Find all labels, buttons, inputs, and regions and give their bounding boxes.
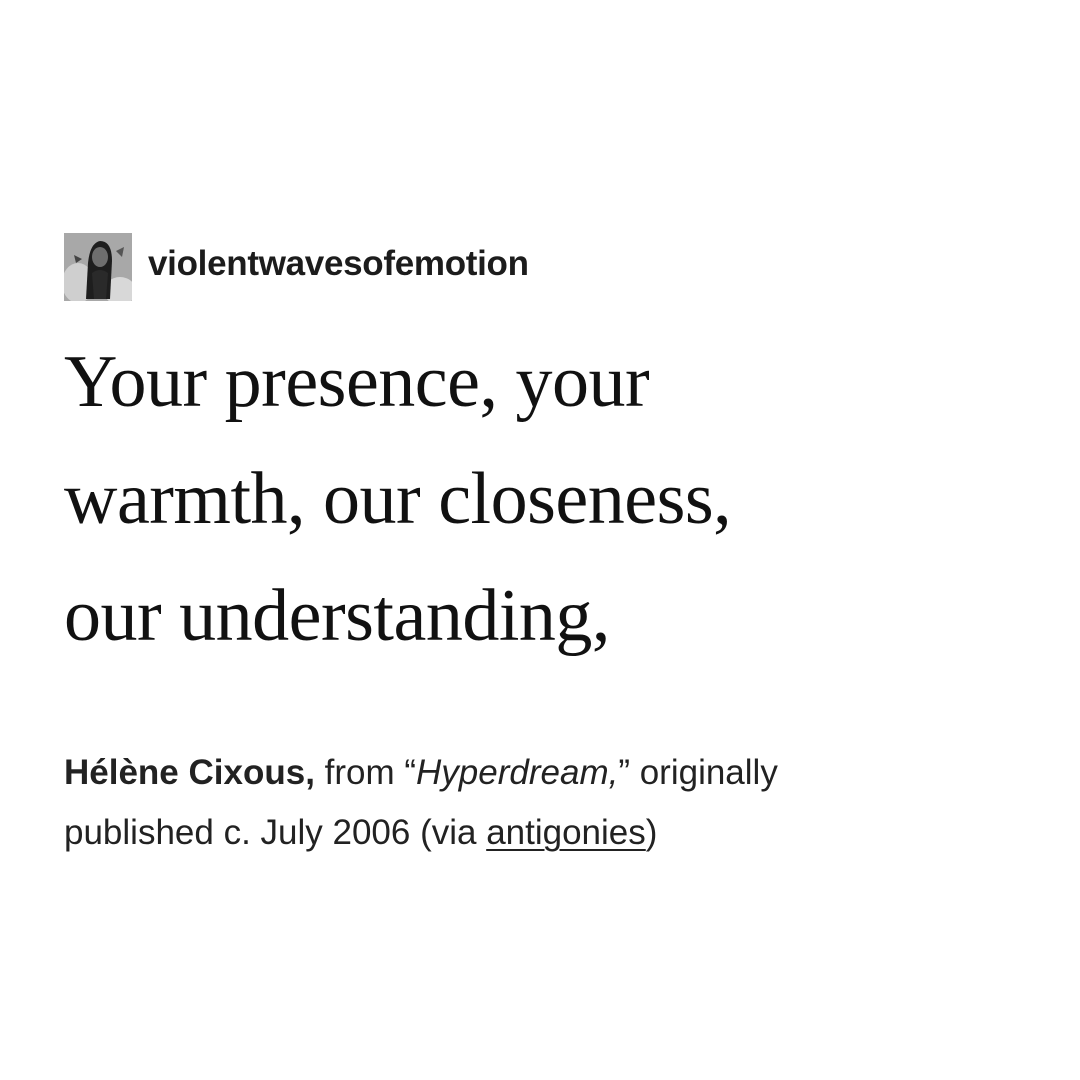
via-link[interactable]: antigonies xyxy=(486,813,646,852)
from-label: from “ xyxy=(314,753,417,792)
quote-line: warmth, our closeness, xyxy=(64,458,732,540)
closing-paren: ) xyxy=(645,813,658,852)
attribution-line-1 xyxy=(64,743,1024,803)
attribution xyxy=(64,743,1024,863)
avatar-portrait-icon xyxy=(64,233,132,301)
author-name: Hélène Cixous, xyxy=(64,753,315,792)
quote-text xyxy=(64,324,1024,675)
work-title: Hyperdream, xyxy=(416,753,619,792)
published-text: published c. July 2006 (via xyxy=(64,813,487,852)
username-link[interactable]: violentwavesofemotion xyxy=(148,244,529,283)
avatar[interactable] xyxy=(64,233,132,301)
quote-line: our understanding, xyxy=(64,575,610,657)
post-header xyxy=(64,232,1024,302)
post xyxy=(64,232,1024,863)
attribution-line-2 xyxy=(64,803,1024,863)
after-title: ” originally xyxy=(618,753,778,792)
quote-line: Your presence, your xyxy=(64,341,650,423)
